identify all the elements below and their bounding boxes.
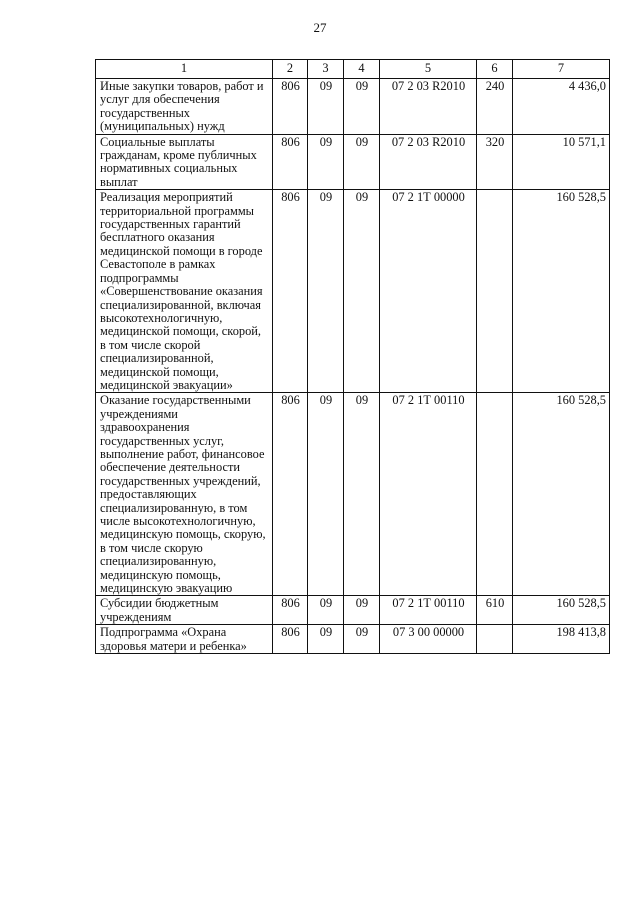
row-target-article: 07 2 1Т 00110 bbox=[380, 393, 477, 596]
row-amount: 160 528,5 bbox=[513, 190, 610, 393]
row-subsection: 09 bbox=[344, 79, 380, 135]
row-target-article: 07 3 00 00000 bbox=[380, 625, 477, 654]
row-name: Социальные выплаты гражданам, кроме публичных нормативных социальных выплат bbox=[96, 134, 273, 190]
row-section: 09 bbox=[308, 393, 344, 596]
row-amount: 10 571,1 bbox=[513, 134, 610, 190]
header-row bbox=[96, 60, 610, 79]
row-target-article: 07 2 1Т 00000 bbox=[380, 190, 477, 393]
row-amount: 4 436,0 bbox=[513, 79, 610, 135]
row-expense-type: 240 bbox=[477, 79, 513, 135]
row-subsection: 09 bbox=[344, 134, 380, 190]
row-section: 09 bbox=[308, 190, 344, 393]
table-row bbox=[96, 393, 610, 596]
row-ministry: 806 bbox=[273, 134, 308, 190]
row-name: Оказание государственными учреждениями здравоохранения государственных услуг, выполнение работ, финансовое обеспечение деятельности государственных учреждений, предоставляющих специализированную, в том числе высокотехнологичную, медицинскую помощь, скорую, в том числе скорую специализированную, медицинскую помощь, медицинскую эвакуацию bbox=[96, 393, 273, 596]
header-cell: 7 bbox=[513, 60, 610, 79]
row-ministry: 806 bbox=[273, 625, 308, 654]
row-name: Субсидии бюджетным учреждениям bbox=[96, 596, 273, 625]
row-target-article: 07 2 03 R2010 bbox=[380, 134, 477, 190]
row-ministry: 806 bbox=[273, 393, 308, 596]
table-row bbox=[96, 625, 610, 654]
table-row bbox=[96, 596, 610, 625]
row-expense-type: 610 bbox=[477, 596, 513, 625]
header-cell: 4 bbox=[344, 60, 380, 79]
row-section: 09 bbox=[308, 79, 344, 135]
row-name: Подпрограмма «Охрана здоровья матери и ребенка» bbox=[96, 625, 273, 654]
table-row bbox=[96, 190, 610, 393]
row-subsection: 09 bbox=[344, 596, 380, 625]
row-amount: 160 528,5 bbox=[513, 393, 610, 596]
row-section: 09 bbox=[308, 134, 344, 190]
row-expense-type bbox=[477, 190, 513, 393]
row-target-article: 07 2 03 R2010 bbox=[380, 79, 477, 135]
row-ministry: 806 bbox=[273, 190, 308, 393]
row-name: Иные закупки товаров, работ и услуг для обеспечения государственных (муниципальных) нужд bbox=[96, 79, 273, 135]
budget-table bbox=[95, 59, 610, 654]
header-cell: 3 bbox=[308, 60, 344, 79]
row-expense-type bbox=[477, 393, 513, 596]
table-row bbox=[96, 79, 610, 135]
row-subsection: 09 bbox=[344, 625, 380, 654]
row-expense-type bbox=[477, 625, 513, 654]
row-target-article: 07 2 1Т 00110 bbox=[380, 596, 477, 625]
page-number: 27 bbox=[313, 20, 327, 35]
row-ministry: 806 bbox=[273, 596, 308, 625]
row-amount: 198 413,8 bbox=[513, 625, 610, 654]
row-section: 09 bbox=[308, 596, 344, 625]
row-amount: 160 528,5 bbox=[513, 596, 610, 625]
header-cell: 5 bbox=[380, 60, 477, 79]
row-expense-type: 320 bbox=[477, 134, 513, 190]
header-cell: 2 bbox=[273, 60, 308, 79]
header-cell: 1 bbox=[96, 60, 273, 79]
row-subsection: 09 bbox=[344, 393, 380, 596]
row-section: 09 bbox=[308, 625, 344, 654]
row-subsection: 09 bbox=[344, 190, 380, 393]
table-row bbox=[96, 134, 610, 190]
row-name: Реализация мероприятий территориальной программы государственных гарантий бесплатного оказания медицинской помощи в городе Севастополе в рамках подпрограммы «Совершенствование оказания специализированной, включая высокотехнологичную, медицинской помощи, скорой, в том числе скорой специализированной, медицинской помощи, медицинской эвакуации» bbox=[96, 190, 273, 393]
header-cell: 6 bbox=[477, 60, 513, 79]
row-ministry: 806 bbox=[273, 79, 308, 135]
